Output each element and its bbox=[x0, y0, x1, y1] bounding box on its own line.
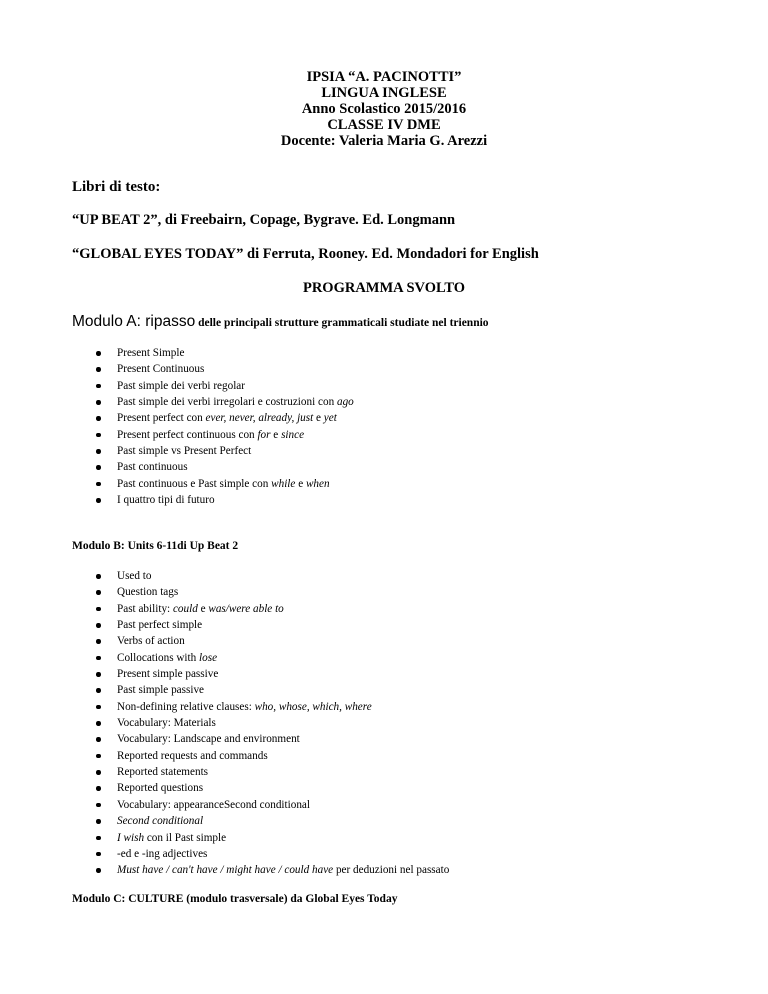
list-item bbox=[96, 830, 449, 846]
list-item bbox=[96, 862, 449, 878]
list-item-text: Present Simple bbox=[117, 347, 185, 359]
list-item-text: I quattro tipi di futuro bbox=[117, 494, 215, 507]
list-item-text: Past simple dei verbi irregolari e costruzioni con bbox=[117, 396, 337, 409]
list-item-text: Vocabulary: Materials bbox=[117, 717, 216, 730]
school-year: Anno Scolastico 2015/2016 bbox=[301, 101, 467, 117]
list-item-text: e bbox=[197, 602, 209, 615]
list-item bbox=[96, 650, 449, 666]
list-item-text: I wish bbox=[117, 831, 145, 844]
list-item bbox=[96, 764, 449, 780]
list-item-text: Verbs of action bbox=[117, 635, 185, 648]
list-item-text: Must have / can't have / might have / could have bbox=[117, 864, 334, 877]
list-item-text: -ed e -ing adjectives bbox=[117, 847, 208, 860]
list-item bbox=[96, 410, 354, 426]
school-name: IPSIA “A. PACINOTTI” bbox=[306, 69, 462, 85]
list-item-text: Second conditional bbox=[117, 815, 204, 828]
textbook-2: “GLOBAL EYES TODAY” di Ferruta, Rooney. Ed. Mondadori for English bbox=[72, 246, 539, 262]
list-item-text: Present Continuous bbox=[117, 363, 205, 376]
list-item-text: lose bbox=[199, 651, 218, 664]
list-item bbox=[96, 731, 449, 747]
list-item-text: Past ability: bbox=[117, 602, 173, 615]
module-c-title: Modulo C: CULTURE (modulo trasversale) da Global Eyes Today bbox=[72, 893, 398, 905]
textbooks-label: Libri di testo: bbox=[72, 179, 161, 195]
list-item bbox=[96, 666, 449, 682]
list-item-text: per deduzioni nel passato bbox=[333, 864, 450, 877]
list-item-text: yet bbox=[323, 412, 337, 425]
list-item-text: Reported questions bbox=[117, 782, 204, 795]
module-a-heading bbox=[72, 313, 489, 331]
list-item-text: con il Past simple bbox=[144, 831, 227, 844]
list-item-text: Reported requests and commands bbox=[117, 749, 268, 762]
list-item bbox=[96, 617, 449, 633]
list-item bbox=[96, 568, 449, 584]
list-item-text: e bbox=[270, 428, 282, 441]
list-item bbox=[96, 345, 354, 361]
list-item bbox=[96, 780, 449, 796]
list-item bbox=[96, 813, 449, 829]
list-item bbox=[96, 601, 449, 617]
list-item-text: Past continuous e Past simple con bbox=[117, 477, 272, 490]
list-item bbox=[96, 715, 449, 731]
list-item-text: Past simple vs Present Perfect bbox=[117, 445, 252, 458]
list-item bbox=[96, 459, 354, 475]
subject-name: LINGUA INGLESE bbox=[321, 85, 447, 101]
teacher-name: Docente: Valeria Maria G. Arezzi bbox=[280, 133, 488, 149]
list-item bbox=[96, 492, 354, 508]
list-item-text: Present perfect continuous con bbox=[117, 428, 258, 441]
list-item-text: Collocations with bbox=[117, 651, 200, 664]
list-item bbox=[96, 394, 354, 410]
list-item-text: Question tags bbox=[117, 586, 179, 599]
list-item-text: ever, never, already, just bbox=[205, 412, 314, 425]
list-item-text: Used to bbox=[117, 570, 152, 582]
document-header bbox=[0, 69, 768, 149]
list-item-text: since bbox=[281, 428, 305, 441]
list-item bbox=[96, 584, 449, 600]
programme-title: PROGRAMMA SVOLTO bbox=[302, 280, 466, 296]
list-item bbox=[96, 846, 449, 862]
list-item-text: could bbox=[172, 602, 198, 615]
list-item bbox=[96, 427, 354, 443]
list-item-text: Past simple dei verbi regolar bbox=[117, 379, 246, 392]
module-a-title: Modulo A: ripasso bbox=[72, 313, 196, 330]
list-item-text: Past simple passive bbox=[117, 684, 205, 697]
list-item bbox=[96, 699, 449, 715]
list-item-text: Present simple passive bbox=[117, 668, 219, 681]
list-item-text: Non-defining relative clauses: bbox=[117, 700, 255, 713]
list-item-text: Present perfect con bbox=[117, 412, 206, 425]
list-item bbox=[96, 748, 449, 764]
list-item-text: Past continuous bbox=[117, 461, 188, 474]
list-item-text: e bbox=[313, 412, 324, 425]
list-item bbox=[96, 361, 354, 377]
class-name: CLASSE IV DME bbox=[327, 117, 441, 133]
list-item bbox=[96, 797, 449, 813]
list-item-text: when bbox=[305, 477, 330, 490]
textbook-1: “UP BEAT 2”, di Freebairn, Copage, Bygrave. Ed. Longmann bbox=[72, 212, 456, 228]
list-item-text: ago bbox=[336, 396, 354, 409]
list-item bbox=[96, 476, 354, 492]
list-item-text: Past perfect simple bbox=[117, 619, 203, 632]
module-a-list bbox=[96, 345, 354, 508]
module-b-list bbox=[96, 568, 449, 879]
module-b-title: Modulo B: Units 6-11di Up Beat 2 bbox=[72, 540, 239, 552]
module-a-subtitle: delle principali strutture grammaticali studiate nel triennio bbox=[195, 317, 489, 329]
list-item bbox=[96, 378, 354, 394]
list-item-text: while bbox=[271, 477, 296, 490]
list-item-text: Vocabulary: appearanceSecond conditional bbox=[117, 798, 311, 811]
list-item-text: was/were able to bbox=[208, 602, 284, 615]
list-item-text: e bbox=[295, 477, 306, 490]
list-item bbox=[96, 633, 449, 649]
list-item-text: for bbox=[257, 428, 271, 441]
list-item bbox=[96, 443, 354, 459]
list-item-text: Vocabulary: Landscape and environment bbox=[117, 733, 300, 746]
list-item-text: who, whose, which, where bbox=[254, 700, 372, 713]
list-item-text: Reported statements bbox=[117, 766, 209, 779]
list-item bbox=[96, 682, 449, 698]
